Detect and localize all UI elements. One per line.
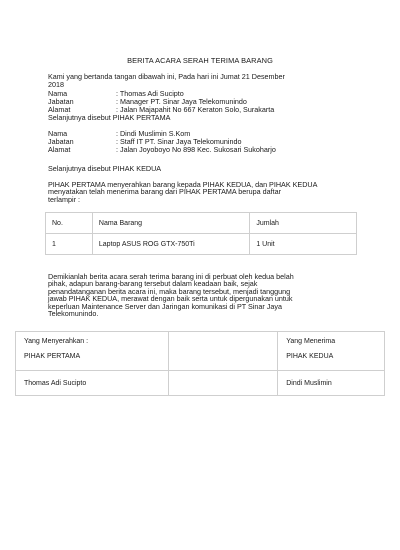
party1-position-value: : Manager PT. Sinar Jaya Telekomunindo	[116, 97, 247, 106]
handover-paragraph	[48, 181, 358, 203]
closing-line: jawab PIHAK KEDUA, merawat dengan baik serta untuk dipergunakan untuk	[48, 294, 293, 304]
signature-row	[16, 332, 385, 371]
header-cell-quantity: Jumlah	[250, 213, 357, 234]
closing-line: Telekomunindo.	[48, 309, 99, 319]
closing-line: penandatanganan berita acara ini, maka barang tersebut, menjadi tanggung	[48, 286, 291, 296]
row-cell-item-name: Laptop ASUS ROG GTX-750Ti	[92, 234, 249, 255]
party2-address-label: Alamat	[48, 145, 71, 154]
signature-middle-cell	[168, 332, 278, 371]
handover-line: terlampir :	[48, 194, 80, 204]
intro-line-1: Kami yang bertanda tangan dibawah ini, Pada hari ini Jumat 21 Desember	[48, 72, 285, 81]
party2-position-label: Jabatan	[48, 137, 74, 146]
party2-designation: Selanjutnya disebut PIHAK KEDUA	[48, 164, 162, 173]
closing-line: Demikianlah berita acara serah terima barang ini di perbuat oleh kedua belah	[48, 272, 294, 281]
closing-line: pihak, adapun barang-barang tersebut dalam keadaan baik, sejak	[48, 279, 258, 289]
party2-position-value: : Staff IT PT. Sinar Jaya Telekomunindo	[116, 137, 242, 146]
party1-name-value: : Thomas Adi Sucipto	[116, 89, 184, 98]
handover-line: menyatakan telah menerima barang dari PIHAK PERTAMA berupa daftar	[48, 187, 282, 197]
signature-right-name: Dindi Muslimin	[278, 371, 385, 396]
party1-designation: Selanjutnya disebut PIHAK PERTAMA	[48, 113, 171, 122]
party2-name-value: : Dindi Muslimin S.Kom	[116, 129, 191, 138]
table-row	[46, 234, 357, 255]
document-title: BERITA ACARA SERAH TERIMA BARANG	[127, 56, 273, 65]
signature-left-name: Thomas Adi Sucipto	[16, 371, 169, 396]
party2-address-value: : Jalan Joyoboyo No 898 Kec. Sukosari Sukoharjo	[116, 145, 276, 154]
signature-right-cell	[278, 332, 385, 371]
signature-middle-name-cell	[168, 371, 278, 396]
party2-name-label: Nama	[48, 129, 68, 138]
row-cell-no: 1	[46, 234, 93, 255]
items-table-header	[46, 213, 357, 234]
party1-name-label: Nama	[48, 89, 68, 98]
header-cell-no: No.	[46, 213, 93, 234]
party1-address-label: Alamat	[48, 105, 71, 114]
items-table	[45, 212, 357, 255]
party1-address-value: : Jalan Majapahit No 667 Keraton Solo, Surakarta	[116, 105, 275, 114]
signature-left-heading: Yang Menyerahkan :	[24, 338, 89, 345]
intro-line-2: 2018	[48, 80, 64, 89]
closing-line: keperluan Maintenance Server dan Jaringan komunikasi di PT Sinar Jaya	[48, 301, 282, 311]
row-cell-quantity: 1 Unit	[250, 234, 357, 255]
header-cell-item-name: Nama Barang	[92, 213, 249, 234]
signature-left-party: PIHAK PERTAMA	[24, 353, 81, 360]
signature-left-cell	[16, 332, 169, 371]
party1-position-label: Jabatan	[48, 97, 74, 106]
signature-table	[15, 331, 385, 396]
signature-right-party: PIHAK KEDUA	[286, 353, 334, 360]
signature-name-row	[16, 371, 385, 396]
closing-paragraph	[48, 273, 358, 317]
handover-line: PIHAK PERTAMA menyerahkan barang kepada PIHAK KEDUA, dan PIHAK KEDUA	[48, 180, 318, 189]
signature-right-heading: Yang Menerima	[286, 338, 336, 345]
